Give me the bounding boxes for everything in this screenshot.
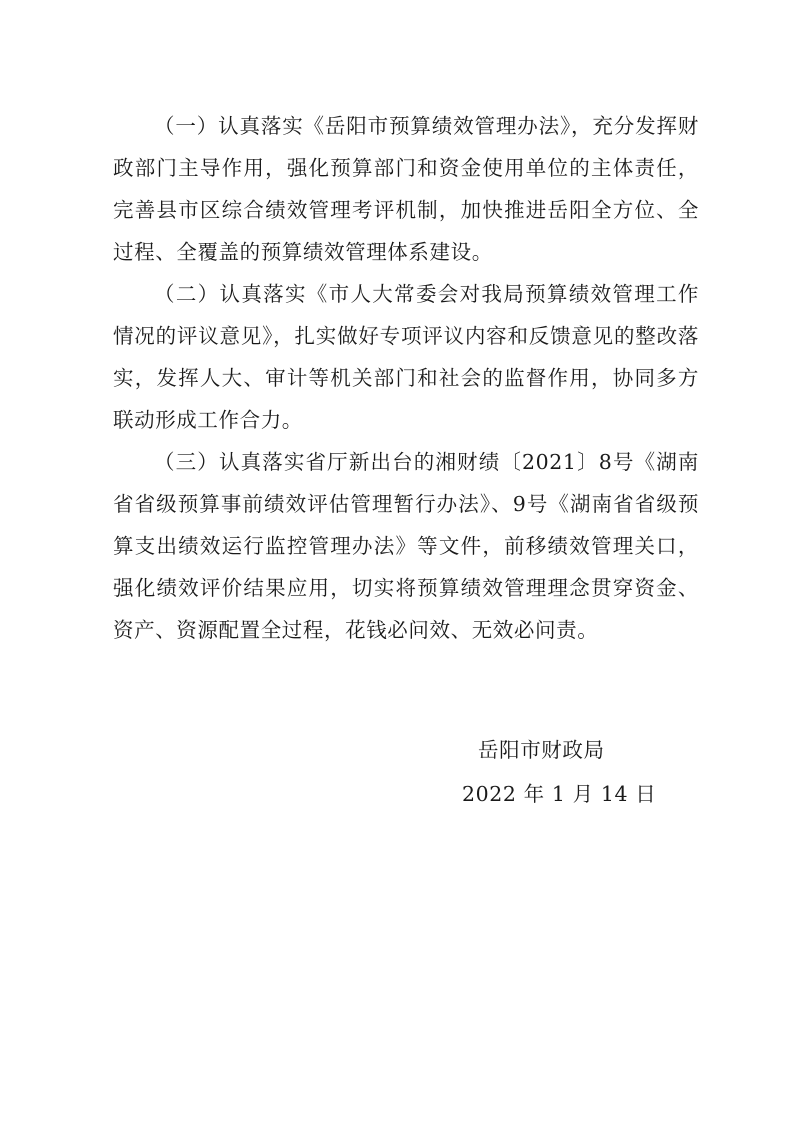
paragraph-1: （一）认真落实《岳阳市预算绩效管理办法》，充分发挥财政部门主导作用，强化预算部门和资金使用单位的主体责任，完善县市区综合绩效管理考评机制，加快推进岳阳全方位、全过程、全覆盖的预算绩效管理体系建设。 — [113, 114, 699, 264]
paragraph-2: （二）认真落实《市人大常委会对我局预算绩效管理工作情况的评议意见》，扎实做好专项评议内容和反馈意见的整改落实，发挥人大、审计等机关部门和社会的监督作用，协同多方联动形成工作合力。 — [113, 282, 699, 432]
signature-organization: 岳阳市财政局 — [478, 738, 605, 762]
document-body — [113, 105, 699, 651]
signature-date: 2022 年 1 月 14 日 — [462, 782, 657, 806]
signature-block — [462, 728, 720, 816]
paragraph-3: （三）认真落实省厅新出台的湘财绩〔2021〕8号《湖南省省级预算事前绩效评估管理暂行办法》、9号《湖南省省级预算支出绩效运行监控管理办法》等文件，前移绩效管理关口，强化绩效评价结果应用，切实将预算绩效管理理念贯穿资金、资产、资源配置全过程，花钱必问效、无效必问责。 — [113, 450, 699, 642]
